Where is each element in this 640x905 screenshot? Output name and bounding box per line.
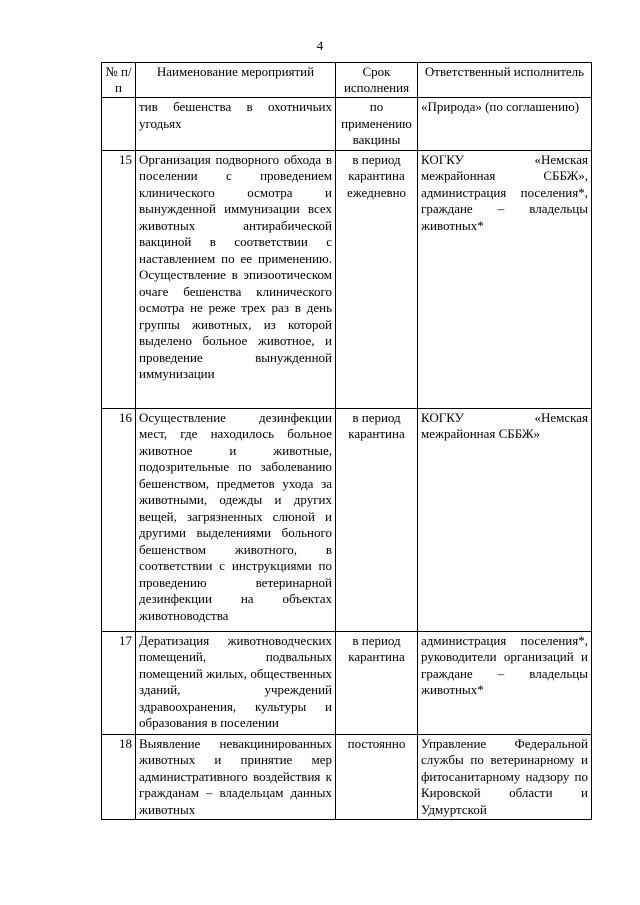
row-measure-name: Осуществление дезинфекции мест, где находилось больное животное и животные, подозрительные по заболеванию бешенством, предметов ухода за животными, одежды и других вещей, загрязненных слюной и другими выделениями больного бешенством животного, в соответствии с инструкциями по проведению ветеринарной дезинфекции на объектах животноводства: [136, 408, 336, 631]
row-executor: Управление Федеральной службы по ветеринарному и фитосанитарному надзору по Кировской области и Удмуртской: [418, 734, 592, 820]
table-row: [102, 408, 592, 631]
table-row: [102, 98, 592, 151]
page-number: 4: [316, 38, 324, 53]
header-executor: Ответственный исполнитель: [418, 63, 592, 98]
row-term: в период карантина: [336, 408, 418, 631]
table-row: [102, 150, 592, 408]
table-row: [102, 631, 592, 734]
row-executor: КОГКУ «Немская межрайонная СББЖ», администрация поселения*, граждане – владельцы животных*: [418, 150, 592, 408]
row-executor: «Природа» (по соглашению): [418, 98, 592, 151]
header-number: № п/п: [102, 63, 136, 98]
row-number: 17: [102, 631, 136, 734]
row-measure-name: тив бешенства в охотничьих угодьях: [136, 98, 336, 151]
row-term: в период карантина ежедневно: [336, 150, 418, 408]
row-term: по применению вакцины: [336, 98, 418, 151]
header-measure-name: Наименование мероприятий: [136, 63, 336, 98]
row-term: в период карантина: [336, 631, 418, 734]
table-header-row: [102, 63, 592, 98]
row-number: [102, 98, 136, 151]
row-measure-name: Организация подворного обхода в поселении с проведением клинического осмотра и вынужденной иммунизации всех животных антирабической вакциной в соответствии с наставлением по ее применению. Осуществление в эпизоотическом очаге бешенства клинического осмотра не реже трех раз в день группы животных, из которой выделено больное животное, и проведение вынужденной иммунизации: [136, 150, 336, 408]
row-term: постоянно: [336, 734, 418, 820]
table-row: [102, 734, 592, 820]
measures-table: [101, 62, 592, 820]
row-number: 15: [102, 150, 136, 408]
row-number: 16: [102, 408, 136, 631]
row-measure-name: Дератизация животноводческих помещений, подвальных помещений жилых, общественных зданий, учреждений здравоохранения, культуры и образования в поселении: [136, 631, 336, 734]
row-number: 18: [102, 734, 136, 820]
row-executor: КОГКУ «Немская межрайонная СББЖ»: [418, 408, 592, 631]
header-term: Срок исполнения: [336, 63, 418, 98]
row-measure-name: Выявление невакцинированных животных и принятие мер административного воздействия к гражданам – владельцам данных животных: [136, 734, 336, 820]
row-executor: администрация поселения*, руководители организаций и граждане – владельцы животных*: [418, 631, 592, 734]
